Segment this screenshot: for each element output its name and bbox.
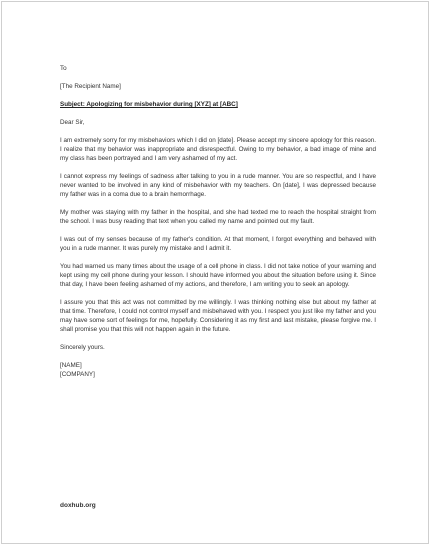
signature-company: [COMPANY] xyxy=(60,371,95,378)
document-page xyxy=(1,1,429,544)
to-label: To xyxy=(60,65,67,72)
letter-body xyxy=(60,64,376,379)
footer-site-label: doxhub.org xyxy=(60,502,96,509)
paragraph: I was out of my senses because of my father's condition. At that moment, I forgot everything and behaved with you in a rude manner. It was purely my mistake and I admit it. xyxy=(60,236,376,252)
paragraph: I am extremely sorry for my misbehaviors which I did on [date]. Please accept my sincere apology for this reason. I realize that my behavior was inappropriate and disrespectful. Owing to my behavior, a bad image of mine and my class has been portrayed and I am very ashamed of my act. xyxy=(60,137,376,162)
paragraph: My mother was staying with my father in the hospital, and she had texted me to reach the hospital straight from the school. I was busy reading that text when you called my name and pointed out my fault. xyxy=(60,209,376,225)
closing: Sincerely yours. xyxy=(60,344,105,351)
paragraph: I assure you that this act was not committed by me willingly. I was thinking nothing else but about my father at that time. Therefore, I could not control myself and misbehaved with you. I respect you just like my father and you may have some sort of feelings for me, hopefully. Considering it as my first and last mistake, please forgive me. I shall promise you that this will not happen again in the future. xyxy=(60,299,376,333)
paragraph: You had warned us many times about the usage of a cell phone in class. I did not take notice of your warning and kept using my cell phone during your lesson. I should have informed you about the situation before using it. Since that day, I have been feeling ashamed of my actions, and therefore, I am writing you to seek an apology. xyxy=(60,263,376,288)
greeting: Dear Sir, xyxy=(60,119,85,126)
recipient-name: [The Recipient Name] xyxy=(60,83,121,90)
paragraph: I cannot express my feelings of sadness after talking to you in a rude manner. You are so respectful, and I have never wanted to be involved in any kind of misbehavior with my teachers. On [date], I was depressed because my father was in a coma due to a brain hemorrhage. xyxy=(60,173,376,198)
subject-line: Subject: Apologizing for misbehavior during [XYZ] at [ABC] xyxy=(60,101,238,108)
signature-name: [NAME] xyxy=(60,362,82,369)
